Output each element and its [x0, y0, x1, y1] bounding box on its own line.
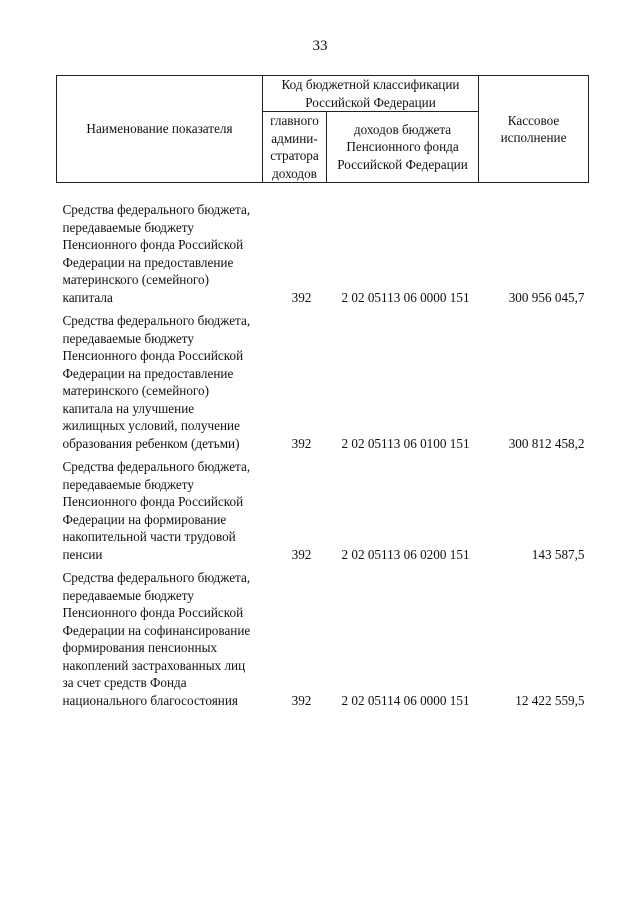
table-header — [57, 76, 589, 183]
row-income-code: 2 02 05114 06 0000 151 — [341, 692, 470, 708]
table-row — [57, 569, 589, 709]
page-number: 33 — [312, 38, 328, 54]
row-amount: 12 422 559,5 — [515, 692, 585, 708]
header-amount: Кассовое исполнение — [479, 76, 589, 183]
row-admin-code: 392 — [291, 546, 312, 562]
row-admin-code: 392 — [291, 289, 312, 305]
header-name: Наименование показателя — [57, 76, 263, 183]
row-admin-code: 392 — [291, 435, 312, 451]
row-amount: 300 812 458,2 — [508, 435, 585, 451]
header-income: доходов бюджета Пенсионного фонда Российской Федерации — [327, 112, 479, 183]
row-amount: 143 587,5 — [531, 546, 585, 562]
row-name: Средства федерального бюджета, передаваемые бюджету Пенсионного фонда Российской Федерации на предоставление материнского (семейного) капитала — [62, 202, 251, 305]
row-name: Средства федерального бюджета, передаваемые бюджету Пенсионного фонда Российской Федерации на формирование накопительной части трудовой пенсии — [62, 459, 251, 562]
header-admin: главного админи-стратора доходов — [263, 112, 327, 183]
header-code-group: Код бюджетной классификации Российской Федерации — [263, 76, 479, 112]
row-income-code: 2 02 05113 06 0200 151 — [341, 546, 470, 562]
table-row — [57, 201, 589, 306]
row-amount: 300 956 045,7 — [508, 289, 585, 305]
table-row — [57, 458, 589, 563]
row-name: Средства федерального бюджета, передаваемые бюджету Пенсионного фонда Российской Федерации на софинансирование формирования пенсионных накоплений застрахованных лиц за счет средств Фонда национального благосостояния — [62, 570, 251, 708]
row-income-code: 2 02 05113 06 0000 151 — [341, 289, 470, 305]
row-name: Средства федерального бюджета, передаваемые бюджету Пенсионного фонда Российской Федерации на предоставление материнского (семейного) капитала на улучшение жилищных условий, получение образования ребенком (детьми) — [62, 313, 251, 451]
row-admin-code: 392 — [291, 692, 312, 708]
table-row — [57, 312, 589, 452]
row-income-code: 2 02 05113 06 0100 151 — [341, 435, 470, 451]
budget-table — [56, 75, 589, 709]
